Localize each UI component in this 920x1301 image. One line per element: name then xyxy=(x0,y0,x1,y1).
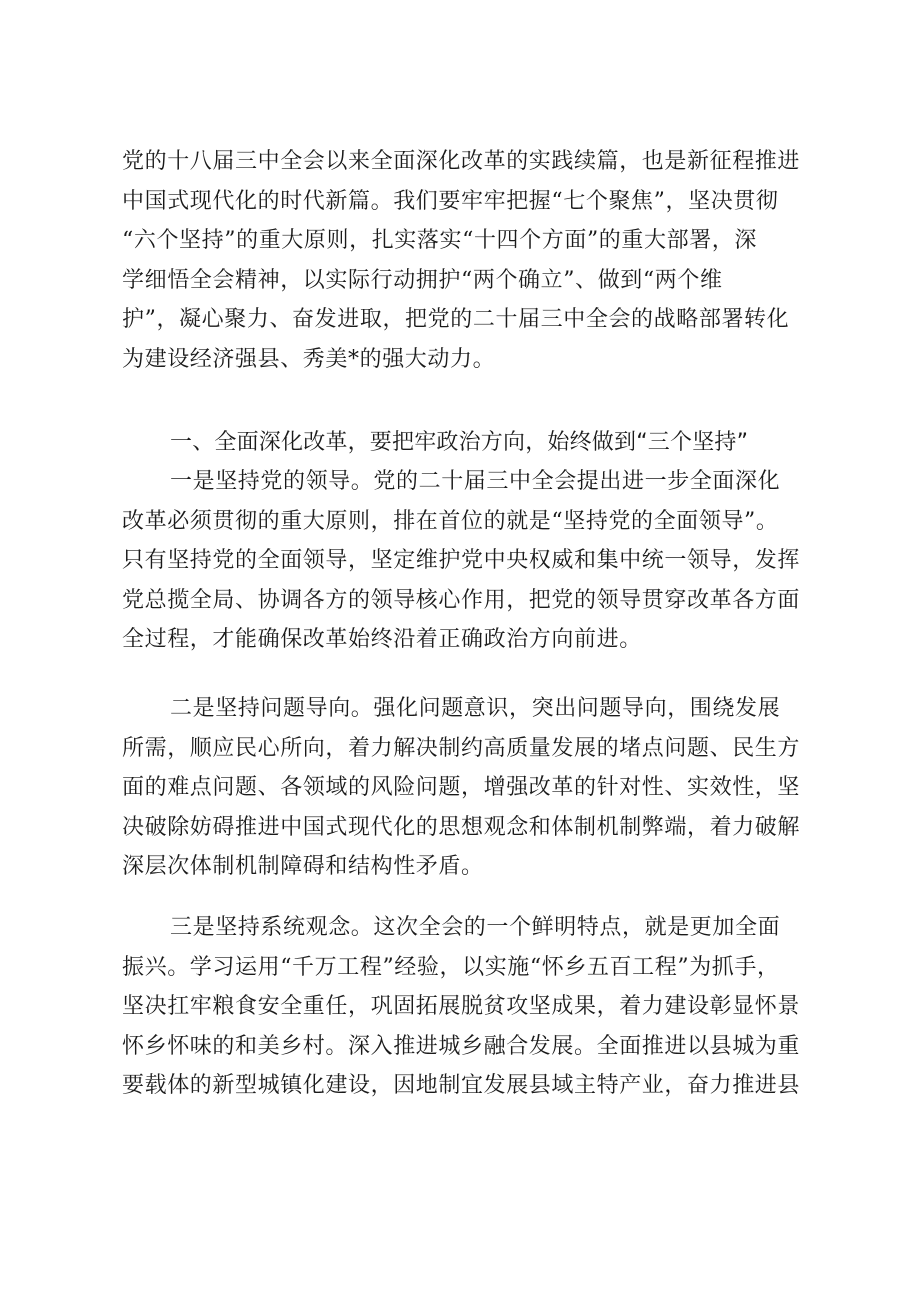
text-line: 只有坚持党的全面领导，坚定维护党中央权威和集中统一领导，发挥 xyxy=(122,548,801,573)
paragraph-problem-orientation xyxy=(122,689,812,887)
text-line: 全过程，才能确保改革始终沿着正确政治方向前进。 xyxy=(122,627,642,652)
text-line: 中国式现代化的时代新篇。我们要牢牢把握“七个聚焦”，坚决贯彻 xyxy=(122,188,779,214)
paragraph-systems-thinking xyxy=(122,908,812,1106)
text-line: 党总揽全局、协调各方的领导核心作用，把党的领导贯穿改革各方面 xyxy=(122,587,801,613)
text-line: 坚决扛牢粮食安全重任，巩固拓展脱贫攻坚成果，着力建设彰显怀景 xyxy=(122,994,801,1019)
text-line: 党的十八届三中全会以来全面深化改革的实践续篇，也是新征程推进 xyxy=(122,149,801,174)
text-line: 面的难点问题、各领域的风险问题，增强改革的针对性、实效性，坚 xyxy=(122,775,801,800)
text-line: 为建设经济强县、秀美*的强大动力。 xyxy=(122,346,496,372)
text-line: 深层次体制机制障碍和结构性矛盾。 xyxy=(122,854,484,879)
text-line: 三是坚持系统观念。这次全会的一个鲜明特点，就是更加全面 xyxy=(170,915,781,940)
text-line: 一是坚持党的领导。党的二十届三中全会提出进一步全面深化 xyxy=(170,469,781,494)
text-line: 所需，顺应民心所向，着力解决制约高质量发展的堵点问题、民生方 xyxy=(122,735,801,761)
text-line: 振兴。学习运用“千万工程”经验，以实施“怀乡五百工程”为抓手， xyxy=(122,954,780,980)
paragraph-party-leadership xyxy=(122,462,812,660)
text-line: 护”，凝心聚力、奋发进取，把党的二十届三中全会的战略部署转化 xyxy=(122,307,790,332)
text-line: 学细悟全会精神，以实际行动拥护“两个确立”、做到“两个维 xyxy=(122,267,723,293)
section-heading: 一、全面深化改革，要把牢政治方向，始终做到“三个坚持” xyxy=(170,430,749,455)
text-line: “六个坚持”的重大原则，扎实落实“十四个方面”的重大部署，深 xyxy=(122,228,757,253)
text-line: 二是坚持问题导向。强化问题意识，突出问题导向，围绕发展 xyxy=(170,696,781,721)
text-line: 要载体的新型城镇化建设，因地制宜发展县域主特产业，奋力推进县 xyxy=(122,1073,801,1098)
text-line: 改革必须贯彻的重大原则，排在首位的就是“坚持党的全面领导”。 xyxy=(122,508,779,534)
text-line: 怀乡怀味的和美乡村。深入推进城乡融合发展。全面推进以县城为重 xyxy=(122,1033,801,1059)
intro-paragraph xyxy=(122,142,812,379)
text-line: 决破除妨碍推进中国式现代化的思想观念和体制机制弊端，着力破解 xyxy=(122,814,801,840)
